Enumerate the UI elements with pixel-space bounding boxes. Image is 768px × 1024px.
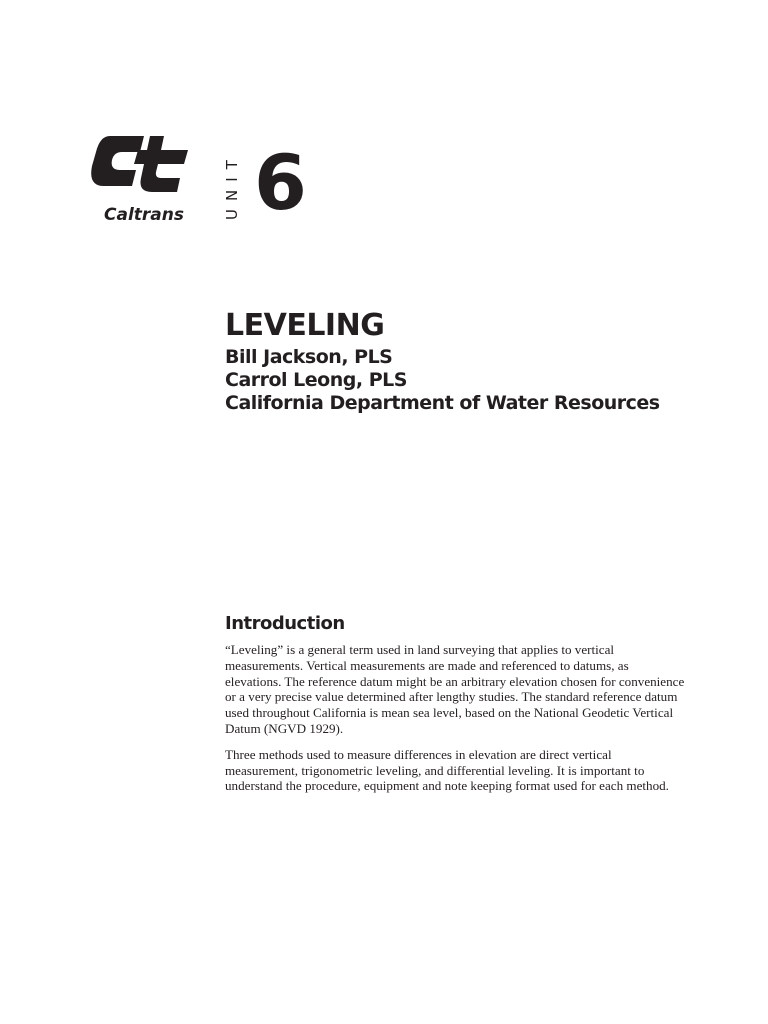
author-line: Carrol Leong, PLS [225, 369, 407, 391]
unit-number: 6 [254, 138, 305, 227]
affiliation-line: California Department of Water Resources [225, 392, 660, 414]
unit-label: UNIT [223, 152, 241, 220]
author-line: Bill Jackson, PLS [225, 346, 393, 368]
page-title: LEVELING [225, 308, 385, 343]
body-paragraph: “Leveling” is a general term used in land surveying that applies to vertical measurements. Vertical measurements are made and referenced to datums, as elevations. The reference datum might be an arbitrary elevation chosen for convenience or a very precise value determined after lengthy studies. The standard reference datum used throughout California is mean sea level, based on the National Geodetic Vertical Datum (NGVD 1929). [225, 642, 685, 736]
caltrans-logo-icon [88, 132, 200, 226]
body-paragraph: Three methods used to measure differences in elevation are direct vertical measurement, trigonometric leveling, and differential leveling. It is important to understand the procedure, equipment and note keeping format used for each method. [225, 746, 669, 794]
title-block [225, 306, 705, 415]
caltrans-logo [88, 132, 200, 226]
introduction-section [225, 612, 687, 804]
caltrans-wordmark: Caltrans [104, 205, 184, 225]
section-heading: Introduction [225, 613, 345, 634]
